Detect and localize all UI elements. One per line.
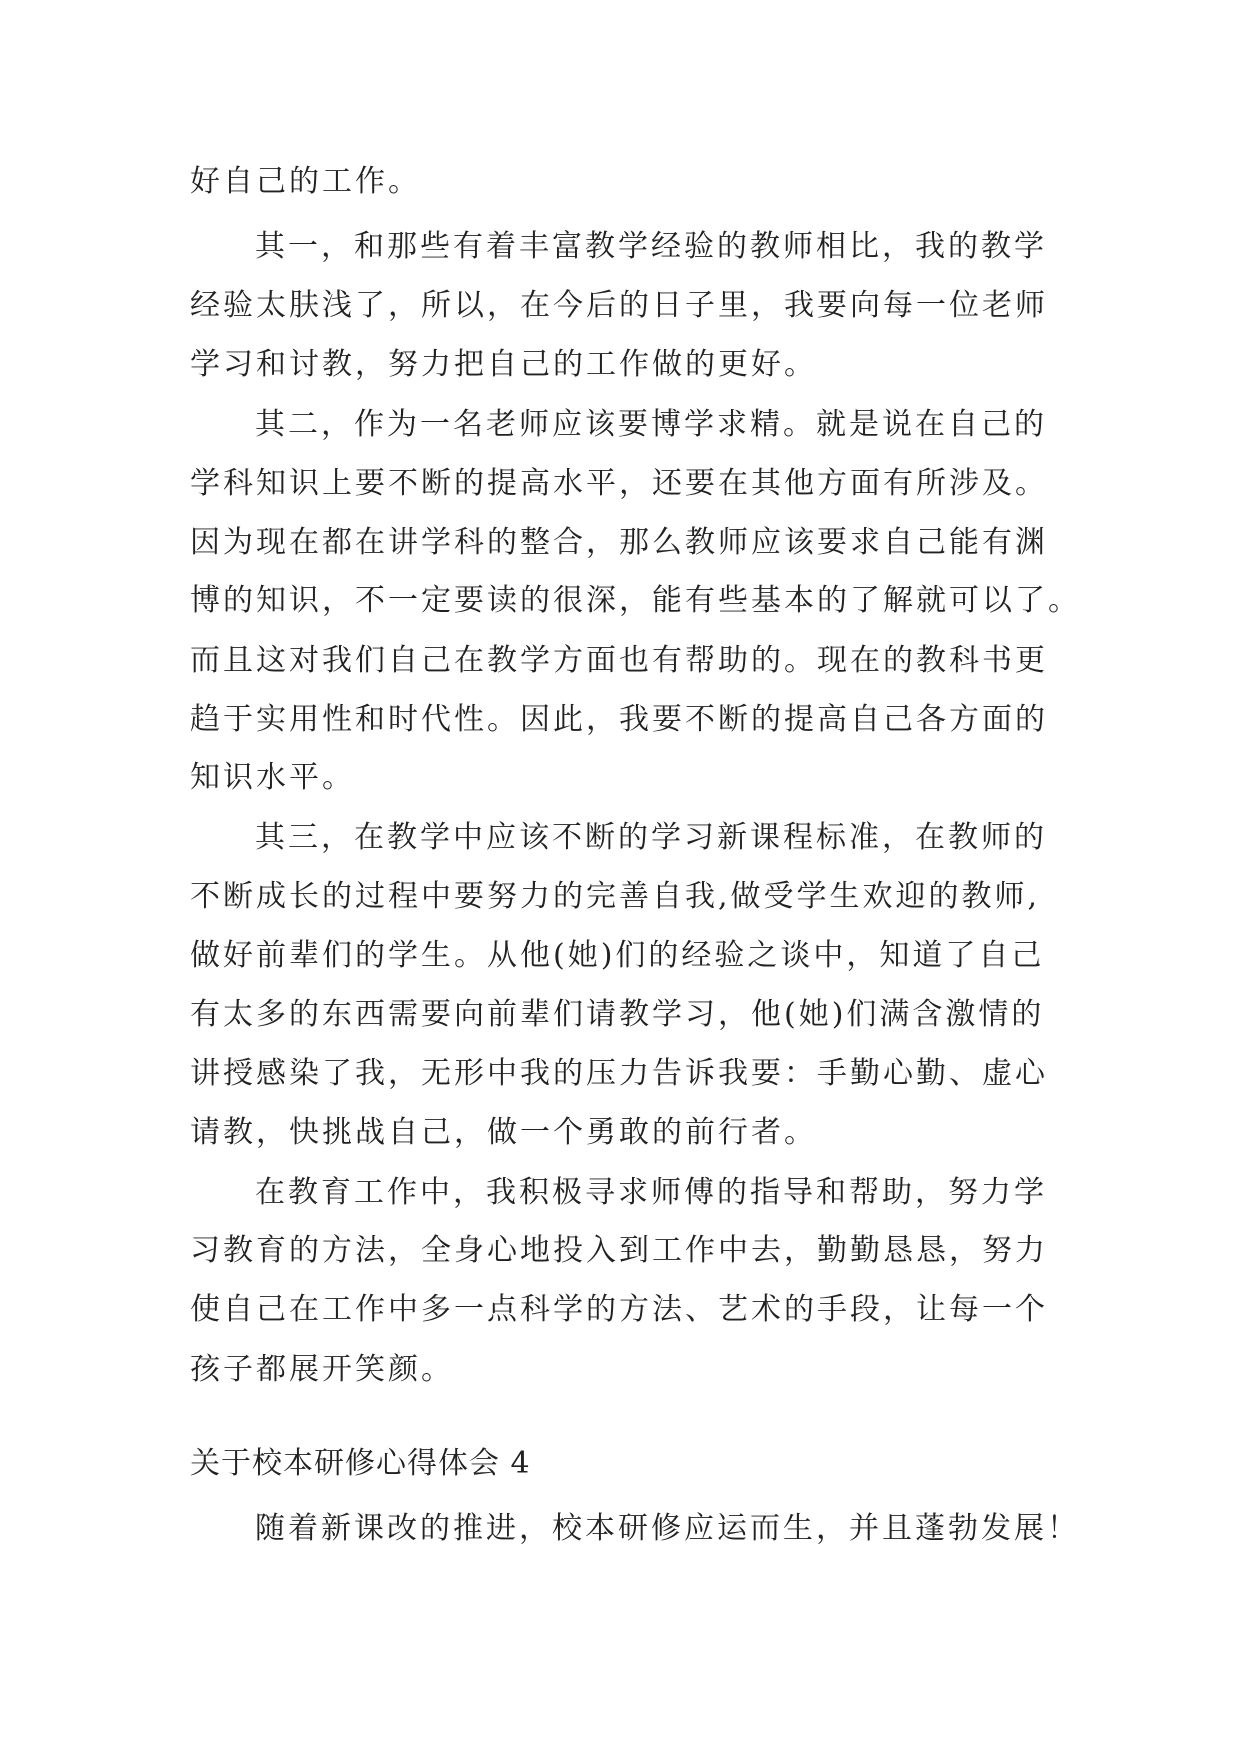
paragraph-line: 请教，快挑战自己，做一个勇敢的前行者。 <box>190 1115 817 1150</box>
paragraph-line: 学科知识上要不断的提高水平，还要在其他方面有所涉及。 <box>190 466 1048 501</box>
paragraph-line: 其一，和那些有着丰富教学经验的教师相比，我的教学 <box>255 229 1047 264</box>
paragraph-line: 好自己的工作。 <box>190 164 421 199</box>
paragraph-line: 而且这对我们自己在教学方面也有帮助的。现在的教科书更 <box>190 643 1048 678</box>
section-first-line: 随着新课改的推进，校本研修应运而生，并且蓬勃发展！ <box>255 1511 1080 1546</box>
paragraph-line: 有太多的东西需要向前辈们请教学习，他(她)们满含激情的 <box>190 997 1045 1032</box>
paragraph-line: 经验太肤浅了，所以，在今后的日子里，我要向每一位老师 <box>190 288 1048 323</box>
paragraph-line: 学习和讨教，努力把自己的工作做的更好。 <box>190 347 817 382</box>
paragraph-line: 习教育的方法，全身心地投入到工作中去，勤勤恳恳，努力 <box>190 1233 1048 1268</box>
paragraph-line: 博的知识，不一定要读的很深，能有些基本的了解就可以了。 <box>190 583 1081 618</box>
paragraph-line: 知识水平。 <box>190 760 355 795</box>
paragraph-line: 不断成长的过程中要努力的完善自我,做受学生欢迎的教师, <box>190 879 1041 914</box>
paragraph-line: 因为现在都在讲学科的整合，那么教师应该要求自己能有渊 <box>190 525 1048 560</box>
paragraph-line: 使自己在工作中多一点科学的方法、艺术的手段，让每一个 <box>190 1292 1048 1327</box>
section-heading: 关于校本研修心得体会 4 <box>190 1446 531 1481</box>
paragraph-line: 孩子都展开笑颜。 <box>190 1352 454 1387</box>
paragraph-line: 讲授感染了我，无形中我的压力告诉我要：手勤心勤、虚心 <box>190 1056 1048 1091</box>
paragraph-line: 做好前辈们的学生。从他(她)们的经验之谈中，知道了自己 <box>190 938 1045 973</box>
paragraph-line: 趋于实用性和时代性。因此，我要不断的提高自己各方面的 <box>190 702 1048 737</box>
paragraph-line: 其三，在教学中应该不断的学习新课程标准，在教师的 <box>255 820 1047 855</box>
paragraph-line: 在教育工作中，我积极寻求师傅的指导和帮助，努力学 <box>255 1175 1047 1210</box>
paragraph-line: 其二，作为一名老师应该要博学求精。就是说在自己的 <box>255 407 1047 442</box>
